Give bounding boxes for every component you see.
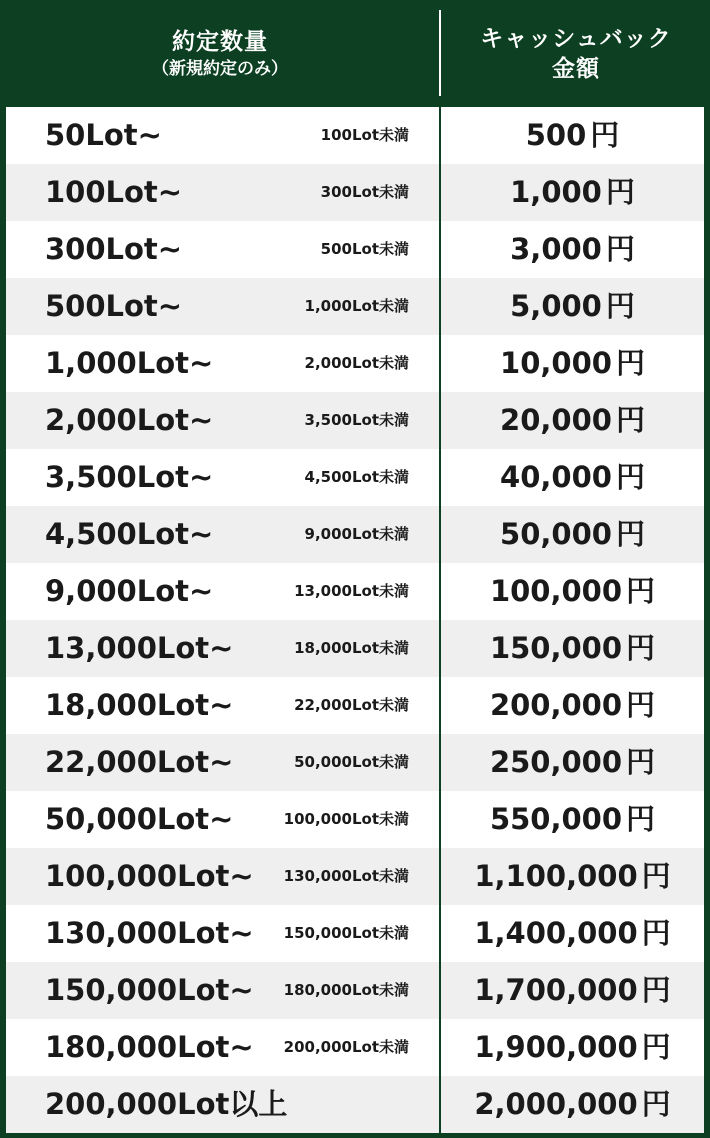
cashback-amount-cell: [441, 506, 704, 563]
cashback-amount-cell: [441, 221, 704, 278]
cashback-amount-cell: [441, 563, 704, 620]
cashback-amount: 40,000: [500, 460, 612, 494]
cashback-amount: 2,000,000: [474, 1087, 638, 1121]
cashback-amount: 1,000: [510, 175, 602, 209]
volume-upper-limit: 22,000Lot未満: [294, 696, 409, 714]
cashback-amount-cell: [441, 164, 704, 221]
volume-cell: [6, 164, 439, 221]
volume-header-subtitle: （新規約定のみ）: [152, 58, 288, 79]
table-header: [0, 0, 710, 107]
volume-upper-limit: 200,000Lot未満: [283, 1038, 409, 1056]
volume-upper-limit: 300Lot未満: [320, 183, 409, 201]
cashback-amount: 1,900,000: [474, 1030, 638, 1064]
volume-cell: [6, 449, 439, 506]
volume-upper-limit: 18,000Lot未満: [294, 639, 409, 657]
volume-upper-limit: 100,000Lot未満: [283, 810, 409, 828]
cashback-header-subtitle: 金額: [552, 55, 600, 82]
currency-label: 円: [626, 745, 656, 779]
table-row: [6, 164, 704, 221]
volume-cell: [6, 791, 439, 848]
currency-label: 円: [626, 802, 656, 836]
currency-label: 円: [615, 403, 645, 437]
volume-from: 1,000Lot~: [45, 346, 214, 380]
currency-label: 円: [626, 631, 656, 665]
cashback-amount: 550,000: [489, 802, 623, 836]
table-row: [6, 107, 704, 164]
currency-label: 円: [641, 973, 671, 1007]
currency-label: 円: [641, 1030, 671, 1064]
cashback-amount-cell: [441, 1019, 704, 1076]
volume-from: 150,000Lot~: [45, 973, 254, 1007]
volume-cell: [6, 506, 439, 563]
currency-label: 円: [590, 118, 620, 152]
volume-from: 500Lot~: [45, 289, 183, 323]
volume-cell: [6, 620, 439, 677]
volume-upper-limit: 100Lot未満: [320, 126, 409, 144]
volume-cell: [6, 335, 439, 392]
cashback-amount-cell: [441, 962, 704, 1019]
table-row: [6, 677, 704, 734]
cashback-amount: 10,000: [500, 346, 612, 380]
volume-upper-limit: 13,000Lot未満: [294, 582, 409, 600]
volume-from: 2,000Lot~: [45, 403, 214, 437]
volume-upper-limit: 1,000Lot未満: [304, 297, 409, 315]
volume-from: 130,000Lot~: [45, 916, 254, 950]
volume-cell: [6, 221, 439, 278]
volume-cell: [6, 563, 439, 620]
table-row: [6, 506, 704, 563]
cashback-amount: 1,400,000: [474, 916, 638, 950]
currency-label: 円: [615, 460, 645, 494]
table-row: [6, 791, 704, 848]
volume-cell: [6, 1019, 439, 1076]
volume-header-title: 約定数量: [172, 28, 268, 55]
currency-label: 円: [615, 346, 645, 380]
volume-cell: [6, 734, 439, 791]
table-row: [6, 1076, 704, 1133]
currency-label: 円: [626, 574, 656, 608]
volume-cell: [6, 392, 439, 449]
volume-upper-limit: 4,500Lot未満: [304, 468, 409, 486]
cashback-amount: 1,100,000: [474, 859, 638, 893]
currency-label: 円: [641, 859, 671, 893]
table-row: [6, 335, 704, 392]
volume-cell: [6, 677, 439, 734]
currency-label: 円: [605, 232, 635, 266]
table-row: [6, 962, 704, 1019]
table-row: [6, 905, 704, 962]
cashback-amount-cell: [441, 392, 704, 449]
cashback-amount: 150,000: [489, 631, 623, 665]
table-row: [6, 221, 704, 278]
cashback-amount: 5,000: [510, 289, 602, 323]
cashback-header-title: キャッシュバック: [480, 25, 672, 52]
cashback-amount: 250,000: [489, 745, 623, 779]
volume-column-header: [0, 0, 440, 107]
currency-label: 円: [641, 916, 671, 950]
cashback-column-header: [442, 0, 710, 107]
volume-from: 18,000Lot~: [45, 688, 234, 722]
cashback-amount: 20,000: [500, 403, 612, 437]
cashback-amount-cell: [441, 791, 704, 848]
table-row: [6, 392, 704, 449]
volume-from: 100Lot~: [45, 175, 183, 209]
volume-from: 180,000Lot~: [45, 1030, 254, 1064]
cashback-amount-cell: [441, 107, 704, 164]
cashback-amount: 50,000: [500, 517, 612, 551]
cashback-amount-cell: [441, 1076, 704, 1133]
volume-cell: [6, 905, 439, 962]
volume-upper-limit: 2,000Lot未満: [304, 354, 409, 372]
currency-label: 円: [605, 175, 635, 209]
volume-cell: [6, 107, 439, 164]
volume-from: 100,000Lot~: [45, 859, 254, 893]
volume-upper-limit: 9,000Lot未満: [304, 525, 409, 543]
volume-cell: [6, 278, 439, 335]
table-row: [6, 620, 704, 677]
volume-cell: [6, 848, 439, 905]
cashback-amount-cell: [441, 677, 704, 734]
volume-from: 200,000Lot以上: [45, 1087, 288, 1121]
header-divider: [439, 10, 441, 96]
cashback-amount: 1,700,000: [474, 973, 638, 1007]
currency-label: 円: [615, 517, 645, 551]
volume-upper-limit: 50,000Lot未満: [294, 753, 409, 771]
volume-upper-limit: 130,000Lot未満: [283, 867, 409, 885]
cashback-amount-cell: [441, 335, 704, 392]
volume-from: 3,500Lot~: [45, 460, 214, 494]
cashback-amount: 100,000: [489, 574, 623, 608]
cashback-amount-cell: [441, 278, 704, 335]
cashback-amount-cell: [441, 449, 704, 506]
table-body: [6, 107, 704, 1133]
currency-label: 円: [641, 1087, 671, 1121]
volume-cell: [6, 962, 439, 1019]
cashback-amount-cell: [441, 620, 704, 677]
volume-from: 50Lot~: [45, 118, 162, 152]
volume-from: 50,000Lot~: [45, 802, 234, 836]
currency-label: 円: [605, 289, 635, 323]
volume-from: 22,000Lot~: [45, 745, 234, 779]
volume-cell: [6, 1076, 439, 1133]
cashback-amount: 500: [525, 118, 587, 152]
table-row: [6, 1019, 704, 1076]
volume-from: 300Lot~: [45, 232, 183, 266]
table-row: [6, 848, 704, 905]
cashback-amount: 200,000: [489, 688, 623, 722]
table-row: [6, 449, 704, 506]
currency-label: 円: [626, 688, 656, 722]
table-row: [6, 563, 704, 620]
volume-upper-limit: 3,500Lot未満: [304, 411, 409, 429]
table-row: [6, 734, 704, 791]
volume-upper-limit: 500Lot未満: [320, 240, 409, 258]
volume-from: 9,000Lot~: [45, 574, 214, 608]
cashback-amount-cell: [441, 848, 704, 905]
table-row: [6, 278, 704, 335]
volume-from: 4,500Lot~: [45, 517, 214, 551]
volume-from: 13,000Lot~: [45, 631, 234, 665]
cashback-amount-cell: [441, 734, 704, 791]
volume-upper-limit: 150,000Lot未満: [283, 924, 409, 942]
cashback-amount-cell: [441, 905, 704, 962]
cashback-amount: 3,000: [510, 232, 602, 266]
volume-upper-limit: 180,000Lot未満: [283, 981, 409, 999]
